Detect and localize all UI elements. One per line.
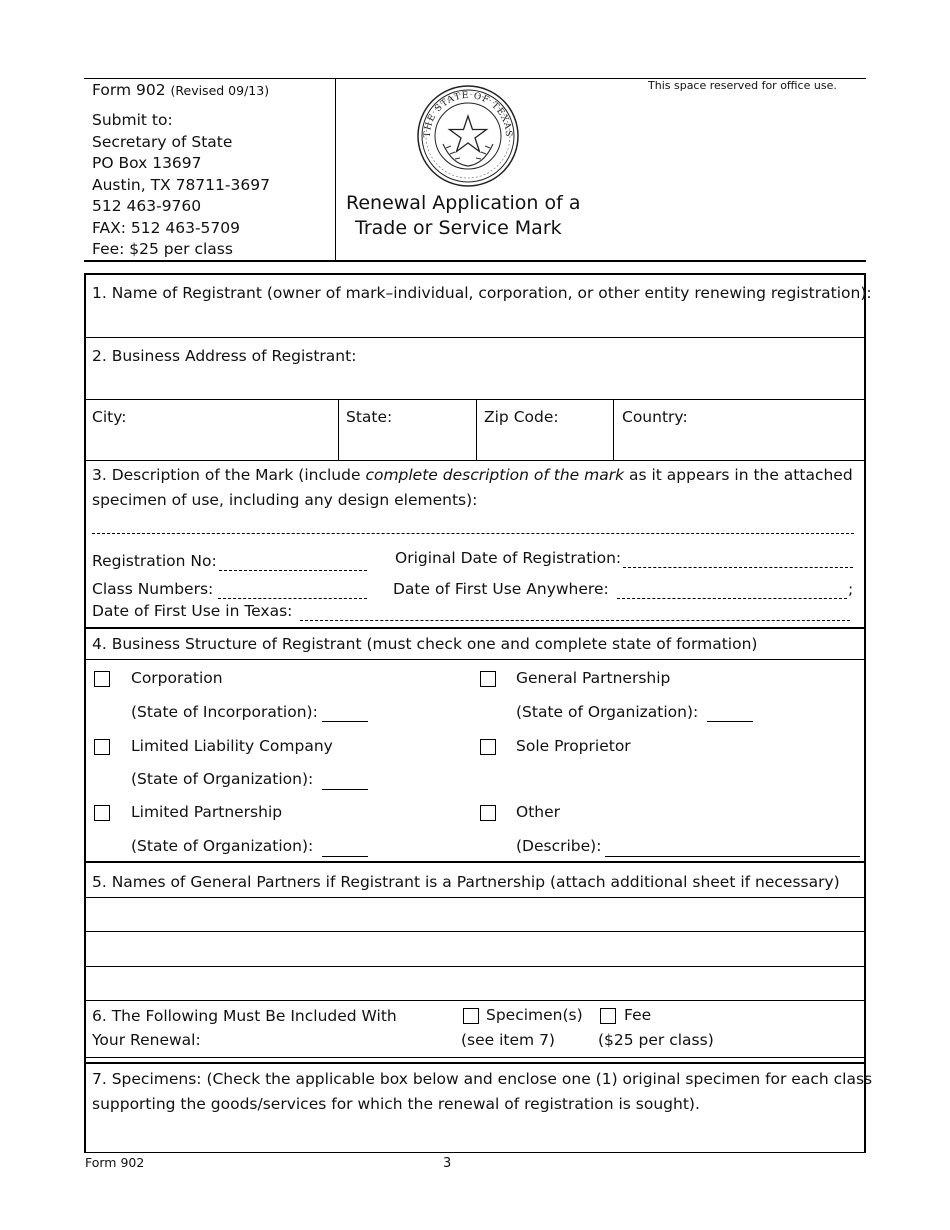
fee-label: Fee: [624, 1006, 652, 1024]
section5-label: 5. Names of General Partners if Registrant is a Partnership (attach additional sheet if necessary): [92, 873, 840, 891]
general-partner-row[interactable]: [86, 899, 864, 930]
country-field[interactable]: [617, 430, 862, 456]
city-label: City:: [92, 408, 127, 426]
section3-label-line2: specimen of use, including any design elements):: [92, 491, 478, 509]
other-describe-field[interactable]: [605, 856, 860, 857]
original-date-field[interactable]: [623, 567, 853, 568]
specimen-note: (see item 7): [461, 1031, 555, 1049]
submit-line: Austin, TX 78711-3697: [92, 175, 270, 194]
submit-line: 512 463-9760: [92, 197, 202, 215]
option-corporation-sub: (State of Incorporation):: [131, 703, 318, 721]
footer-form: Form 902: [85, 1155, 145, 1170]
section1-label: 1. Name of Registrant (owner of mark–individual, corporation, or other entity renewing registration):: [92, 284, 872, 302]
class-numbers-label: Class Numbers:: [92, 580, 214, 598]
state-field[interactable]: [342, 430, 472, 456]
option-llc: Limited Liability Company: [131, 737, 333, 755]
specimen-label: Specimen(s): [486, 1006, 583, 1024]
form-title-line2: Trade or Service Mark: [355, 217, 562, 239]
option-limited-partnership: Limited Partnership: [131, 803, 283, 821]
section6-label-line2: Your Renewal:: [92, 1031, 201, 1049]
option-other-sub: (Describe):: [516, 837, 602, 855]
submit-line: Submit to:: [92, 111, 173, 129]
first-use-texas-field[interactable]: [300, 620, 850, 621]
section2-label: 2. Business Address of Registrant:: [92, 347, 357, 365]
section7-label-line1: 7. Specimens: (Check the applicable box below and enclose one (1) original specimen for each class: [92, 1070, 873, 1088]
section4-label: 4. Business Structure of Registrant (must check one and complete state of formation): [92, 635, 758, 653]
llc-checkbox[interactable]: [94, 739, 110, 755]
corporation-checkbox[interactable]: [94, 671, 110, 687]
first-use-texas-label: Date of First Use in Texas:: [92, 602, 293, 620]
registrant-name-field[interactable]: [86, 306, 864, 336]
section7-label-line2: supporting the goods/services for which the renewal of registration is sought).: [92, 1095, 700, 1113]
section6-label-line1: 6. The Following Must Be Included With: [92, 1007, 397, 1025]
semicolon: ;: [848, 580, 854, 598]
option-corporation: Corporation: [131, 669, 223, 687]
fee-note: ($25 per class): [598, 1031, 714, 1049]
submit-line: FAX: 512 463-5709: [92, 218, 240, 237]
form-number: Form 902 (Revised 09/13): [92, 81, 270, 99]
submit-line: PO Box 13697: [92, 154, 202, 172]
option-other: Other: [516, 803, 561, 821]
submit-to-block: [92, 110, 270, 261]
limited-partnership-checkbox[interactable]: [94, 805, 110, 821]
general-partnership-checkbox[interactable]: [480, 671, 496, 687]
seal-text: THE STATE OF TEXAS: [422, 90, 514, 138]
class-numbers-field[interactable]: [218, 598, 367, 599]
page-number: 3: [443, 1156, 452, 1171]
submit-line: Secretary of State: [92, 132, 233, 151]
texas-seal-icon: [416, 84, 520, 188]
option-sole-proprietor: Sole Proprietor: [516, 737, 631, 755]
city-field[interactable]: [90, 430, 334, 456]
sole-proprietor-checkbox[interactable]: [480, 739, 496, 755]
business-address-field[interactable]: [86, 370, 864, 398]
registration-no-field[interactable]: [219, 570, 367, 571]
option-llc-sub: (State of Organization):: [131, 770, 314, 788]
section3-label: 3. Description of the Mark (include complete description of the mark as it appears in the attached: [92, 466, 853, 484]
other-checkbox[interactable]: [480, 805, 496, 821]
llc-state-field[interactable]: [322, 789, 368, 790]
zip-label: Zip Code:: [484, 408, 559, 426]
office-use-note: This space reserved for office use.: [648, 79, 837, 92]
general-partnership-state-field[interactable]: [707, 721, 753, 722]
original-date-label: Original Date of Registration:: [395, 549, 622, 567]
zip-field[interactable]: [480, 430, 609, 456]
corporation-state-field[interactable]: [322, 721, 368, 722]
general-partner-row[interactable]: [86, 968, 864, 999]
registration-no-label: Registration No:: [92, 552, 217, 570]
option-general-partnership-sub: (State of Organization):: [516, 703, 699, 721]
first-use-anywhere-field[interactable]: [617, 598, 847, 599]
general-partner-row[interactable]: [86, 933, 864, 964]
form-title-line1: Renewal Application of a: [346, 192, 581, 214]
submit-line: Fee: $25 per class: [92, 240, 233, 258]
mark-description-field[interactable]: [92, 533, 854, 534]
limited-partnership-state-field[interactable]: [322, 856, 368, 857]
specimen-checkbox[interactable]: [463, 1008, 479, 1024]
option-limited-partnership-sub: (State of Organization):: [131, 837, 314, 855]
first-use-anywhere-label: Date of First Use Anywhere:: [393, 580, 609, 598]
country-label: Country:: [622, 408, 688, 426]
state-label: State:: [346, 408, 393, 426]
fee-checkbox[interactable]: [600, 1008, 616, 1024]
option-general-partnership: General Partnership: [516, 669, 671, 687]
